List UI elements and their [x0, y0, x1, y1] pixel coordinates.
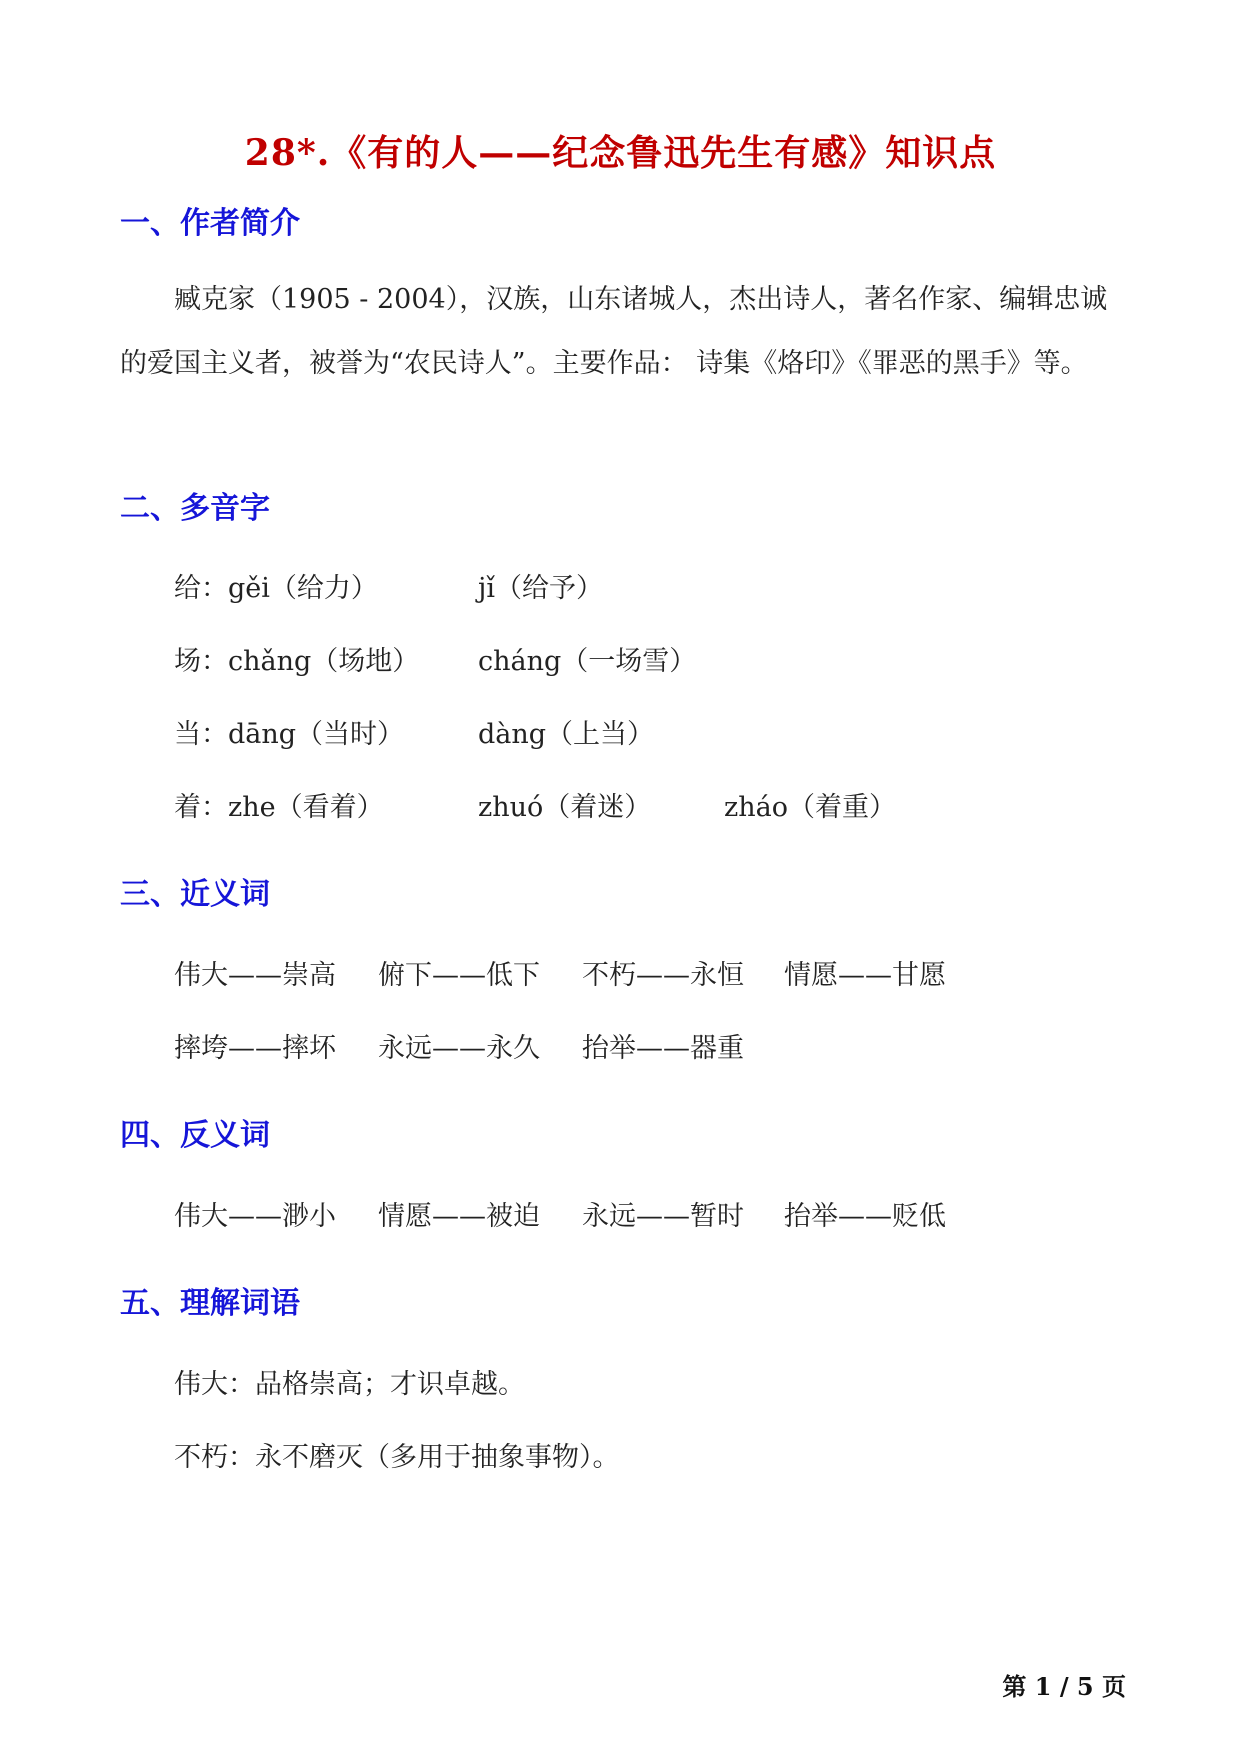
- polyphone-item: jǐ（给予）: [478, 573, 604, 604]
- synonym-pair: 永远——永久: [378, 1033, 540, 1064]
- antonym-pair: 情愿——被迫: [378, 1201, 540, 1232]
- antonym-pair: 永远——暂时: [582, 1201, 744, 1232]
- synonym-pair: 抬举——器重: [582, 1033, 744, 1064]
- section-heading-antonyms: 四、反义词: [120, 1118, 270, 1153]
- polyphone-item: dàng（上当）: [478, 719, 655, 750]
- section-heading-word-meanings: 五、理解词语: [120, 1286, 300, 1321]
- polyphone-item: 当：dāng（当时）: [174, 719, 405, 750]
- word-meaning-line: 伟大：品格崇高；才识卓越。: [174, 1369, 525, 1400]
- polyphone-item: zhuó（着迷）: [478, 792, 652, 823]
- polyphone-item: 着：zhe（看着）: [174, 792, 384, 823]
- page-title: 28*.《有的人——纪念鲁迅先生有感》知识点: [244, 132, 997, 174]
- synonym-pair: 伟大——崇高: [174, 960, 336, 991]
- polyphone-item: cháng（一场雪）: [478, 646, 697, 677]
- polyphone-item: 场：chǎng（场地）: [174, 646, 420, 677]
- word-meaning-line: 不朽：永不磨灭（多用于抽象事物）。: [174, 1442, 620, 1473]
- synonym-pair: 不朽——永恒: [582, 960, 744, 991]
- section-heading-author: 一、作者简介: [120, 206, 300, 241]
- polyphone-item: zháo（着重）: [724, 792, 896, 823]
- page-number: 第 1 / 5 页: [1002, 1672, 1126, 1701]
- synonym-pair: 摔垮——摔坏: [174, 1033, 336, 1064]
- polyphone-item: 给：gěi（给力）: [174, 573, 378, 604]
- antonym-pair: 伟大——渺小: [174, 1201, 336, 1232]
- antonym-pair: 抬举——贬低: [784, 1201, 946, 1232]
- section-heading-polyphones: 二、多音字: [120, 491, 270, 526]
- synonym-pair: 情愿——甘愿: [784, 960, 946, 991]
- author-intro-paragraph: [120, 268, 1125, 396]
- section-heading-synonyms: 三、近义词: [120, 877, 270, 912]
- author-intro-text: 臧克家（1905 - 2004），汉族，山东诸城人，杰出诗人，著名作家、编辑忠诚的爱国主义者，被誉为“农民诗人”。主要作品： 诗集《烙印》《罪恶的黑手》等。: [120, 284, 1108, 379]
- synonym-pair: 俯下——低下: [378, 960, 540, 991]
